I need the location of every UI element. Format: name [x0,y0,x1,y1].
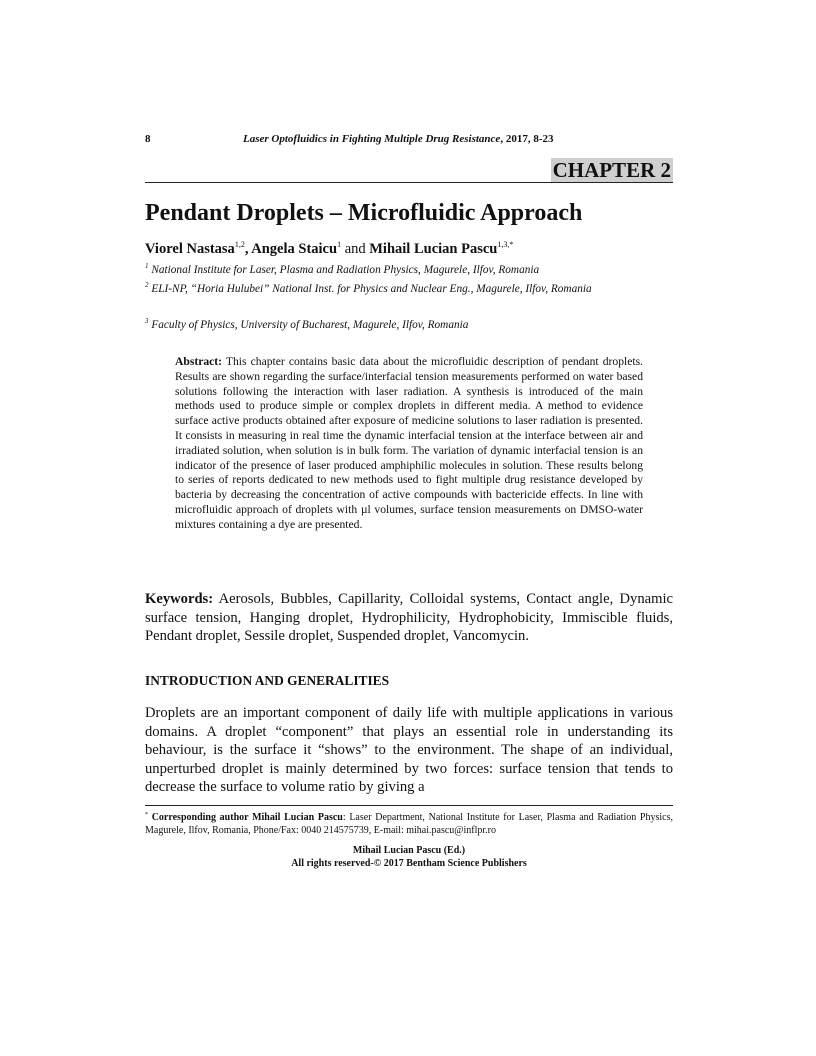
chapter-label: CHAPTER 2 [552,158,671,182]
author-name: Angela Staicu [251,241,338,257]
affiliation [145,259,673,278]
abstract [175,355,643,533]
keywords-text: Aerosols, Bubbles, Capillarity, Colloidal systems, Contact angle, Dynamic surface tension, Hanging droplet, Hydrophilicity, Hydrophobicity, Immiscible fluids, Pendant droplet, Sessile droplet, Suspended droplet, Vancomycin. [145,591,674,644]
journal-citation [243,133,554,145]
author-name: Viorel Nastasa [145,241,235,257]
footnote-rule [145,805,673,806]
journal-year-pages: , 2017, 8-23 [500,133,554,145]
paper-title: Pendant Droplets – Microfluidic Approach [145,200,583,226]
keywords-label: Keywords: [145,591,214,607]
author-separator: , [244,241,252,257]
footnote-mark: * [145,812,148,818]
affiliation-mark: 3 [145,317,149,325]
editor-line: Mihail Lucian Pascu (Ed.) [352,845,466,856]
page-number: 8 [145,133,151,145]
author-affil-mark: 1,3,* [497,240,514,249]
page-footer [145,845,673,870]
affiliation-text: Faculty of Physics, University of Bucharest, Magurele, Ilfov, Romania [151,319,469,331]
running-header [145,133,673,149]
affiliation-mark: 1 [145,262,149,270]
journal-title: Laser Optofluidics in Fighting Multiple Drug Resistance [243,133,501,145]
keywords [145,590,673,646]
author-separator: and [341,241,370,257]
affiliation-text: National Institute for Laser, Plasma and Radiation Physics, Magurele, Ilfov, Romania [151,264,540,276]
affiliation [145,314,673,333]
author-affil-mark: 1,2 [234,240,245,249]
affiliation [145,278,673,297]
footnote-label: Corresponding author Mihail Lucian Pascu [151,812,343,823]
header-rule [145,182,673,183]
abstract-label: Abstract: [175,355,223,368]
footnote-text: : Laser Department, National Institute for Laser, Plasma and Radiation Physics, Magurele, Ilfov, Romania, Phone/Fax: 0040 214575739, E-mail: mihai.pascu@inflpr.ro [145,812,673,836]
affiliation-text: ELI-NP, “Horia Hulubei” National Inst. for Physics and Nuclear Eng., Magurele, Ilfov, Romania [151,283,592,295]
author-affil-mark: 1 [337,240,342,249]
body-paragraph: Droplets are an important component of daily life with multiple applications in various domains. A droplet “component” that plays an essential role in understanding its behaviour, is the surface it “shows” to the environment. The shape of an individual, unperturbed droplet is mainly determined by two forces: surface tension that tends to decrease the surface to volume ratio by giving a [145,705,673,796]
abstract-text: This chapter contains basic data about the microfluidic description of pendant droplets. Results are shown regarding the surface/interfacial tension measurements performed on water based solutions following the interaction with laser radiation. A synthesis is introduced of the main methods used to produce simple or complex droplets in different media. A method to evidence surface active products obtained after exposure of medicine solutions to laser radiation is presented. It consists in measuring in real time the dynamic interfacial tension at the interface between air and irradiated solution, when solution is in bulk form. The variation of dynamic interfacial tension is an indicator of the presence of laser produced amphiphilic molecules in solution. These results belong to series of reports dedicated to new methods used to fight multiple drug resistance developed by bacteria by decreasing the concentration of active compounds with bactericide effects. In line with microfluidic approach of droplets with µl volumes, surface tension measurements on DMSO-water mixtures containing a dye are presented. [175,355,643,531]
copyright-line: All rights reserved-© 2017 Bentham Science Publishers [291,857,527,869]
author-name: Mihail Lucian Pascu [369,241,498,257]
affiliation-mark: 2 [145,281,149,289]
author-list [145,236,513,258]
footnote [145,809,673,837]
section-heading: INTRODUCTION AND GENERALITIES [145,673,390,688]
